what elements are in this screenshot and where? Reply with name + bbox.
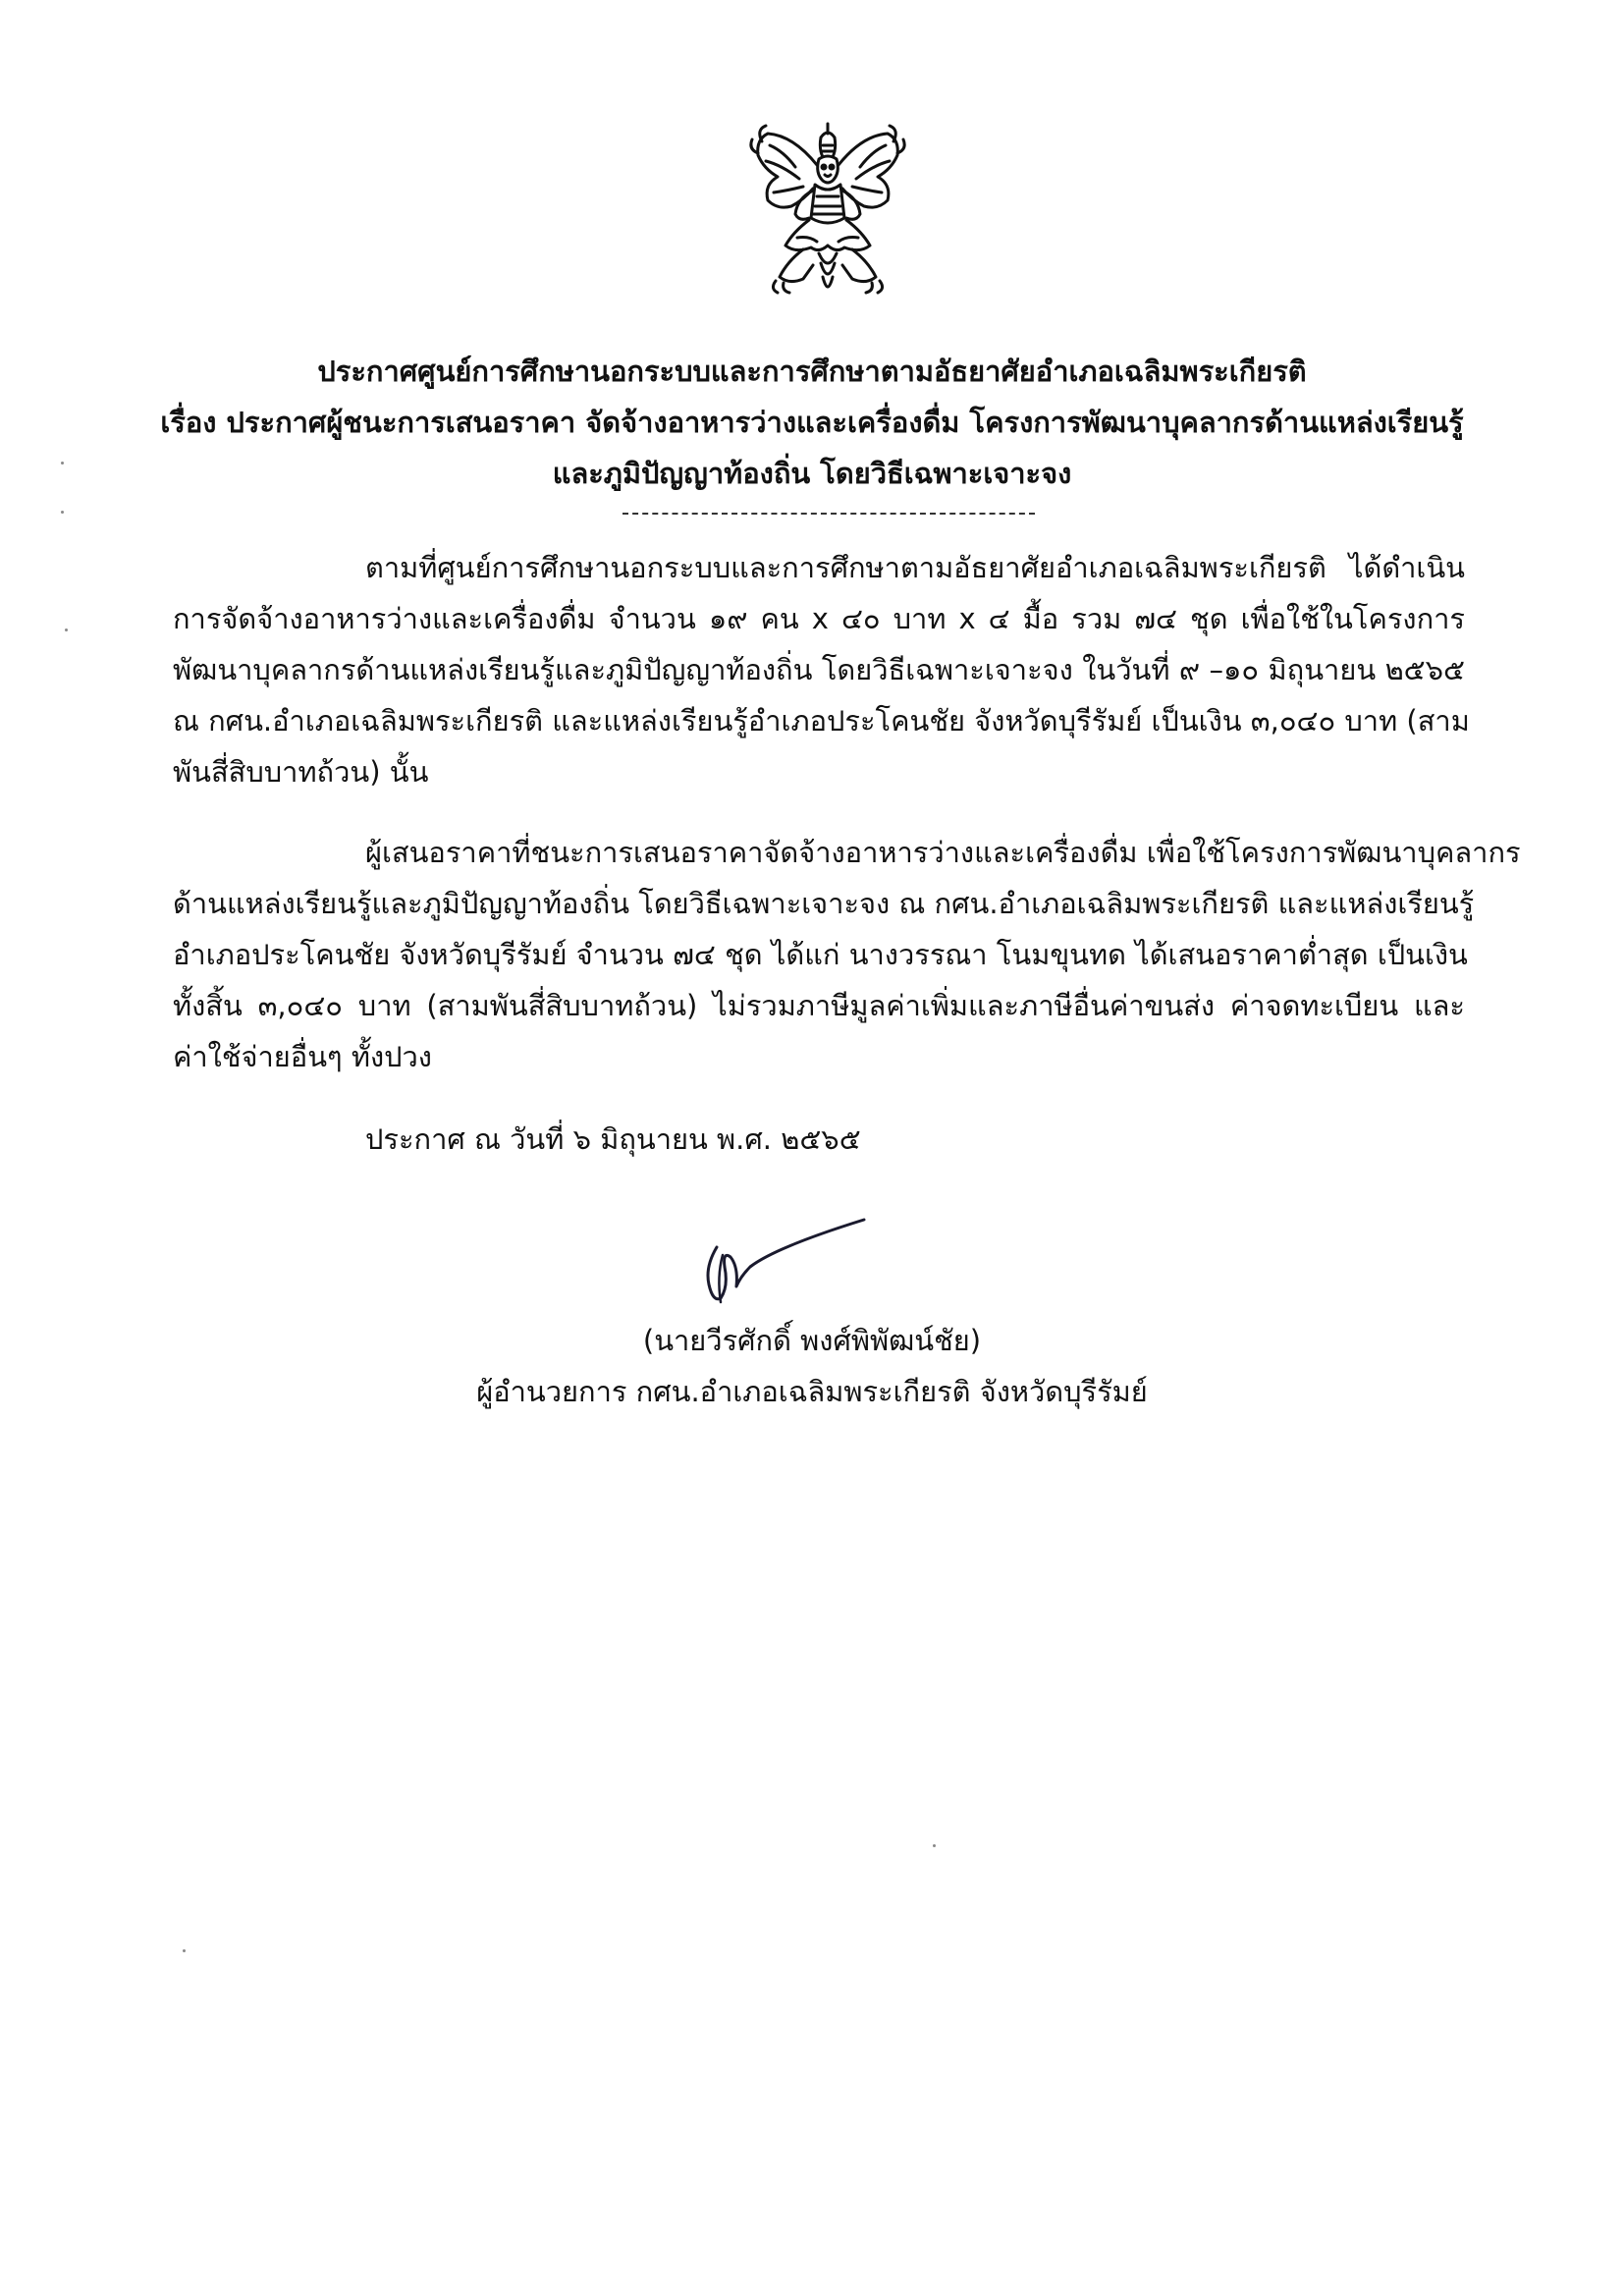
header-divider (623, 513, 1035, 515)
announcement-subject: เรื่อง ประกาศผู้ชนะการเสนอราคา จัดจ้างอาหารว่างและเครื่องดื่ม โครงการพัฒนาบุคลากรด้านแหล่งเรียนรู้ (160, 406, 1464, 439)
paragraph-2-line: ทั้งสิ้น ๓,๐๔๐ บาท (สามพันสี่สิบบาทถ้วน) ไม่รวมภาษีมูลค่าเพิ่มและภาษีอื่นค่าขนส่ง ค่าจดทะเบียน และ (173, 989, 1465, 1022)
garuda-emblem-icon (734, 116, 921, 302)
paragraph-1-line: พัฒนาบุคลากรด้านแหล่งเรียนรู้และภูมิปัญญาท้องถิ่น โดยวิธีเฉพาะเจาะจง ในวันที่ ๙ –๑๐ มิถุนายน ๒๕๖๕ (173, 653, 1465, 686)
scan-speck (61, 511, 64, 514)
scan-speck (183, 1949, 186, 1952)
announcement-date: ประกาศ ณ วันที่ ๖ มิถุนายน พ.ศ. ๒๕๖๕ (365, 1122, 861, 1156)
announcement-subject-continued: และภูมิปัญญาท้องถิ่น โดยวิธีเฉพาะเจาะจง (552, 457, 1072, 490)
handwritten-signature (687, 1208, 884, 1316)
paragraph-2-line: ผู้เสนอราคาที่ชนะการเสนอราคาจัดจ้างอาหารว่างและเครื่องดื่ม เพื่อใช้โครงการพัฒนาบุคลากร (365, 836, 1521, 869)
paragraph-1-line: พันสี่สิบบาทถ้วน) นั้น (173, 755, 429, 789)
paragraph-1-line: ณ กศน.อำเภอเฉลิมพระเกียรติ และแหล่งเรียนรู้อำเภอประโคนชัย จังหวัดบุรีรัมย์ เป็นเงิน ๓,๐๔๐ บาท (สาม (173, 704, 1470, 738)
paragraph-1-line: ตามที่ศูนย์การศึกษานอกระบบและการศึกษาตามอัธยาศัยอำเภอเฉลิมพระเกียรติ ได้ดำเนิน (365, 551, 1465, 584)
paragraph-1-line: การจัดจ้างอาหารว่างและเครื่องดื่ม จำนวน ๑๙ คน x ๔๐ บาท x ๔ มื้อ รวม ๗๔ ชุด เพื่อใช้ในโครงการ (173, 602, 1465, 635)
scan-speck (933, 1844, 936, 1847)
signatory-name: (นายวีรศักดิ์ พงศ์พิพัฒน์ชัย) (642, 1324, 982, 1357)
paragraph-2-line: อำเภอประโคนชัย จังหวัดบุรีรัมย์ จำนวน ๗๔ ชุด ได้แก่ นางวรรณา โนมขุนทด ได้เสนอราคาต่ำสุด เป็นเงิน (173, 938, 1468, 971)
paragraph-2-line: ด้านแหล่งเรียนรู้และภูมิปัญญาท้องถิ่น โดยวิธีเฉพาะเจาะจง ณ กศน.อำเภอเฉลิมพระเกียรติ และแหล่งเรียนรู้ (173, 887, 1475, 920)
announcement-heading: ประกาศศูนย์การศึกษานอกระบบและการศึกษาตามอัธยาศัยอำเภอเฉลิมพระเกียรติ (317, 355, 1307, 388)
paragraph-2-line: ค่าใช้จ่ายอื่นๆ ทั้งปวง (173, 1040, 432, 1073)
signatory-position: ผู้อำนวยการ กศน.อำเภอเฉลิมพระเกียรติ จังหวัดบุรีรัมย์ (476, 1375, 1148, 1408)
scan-speck (65, 629, 68, 631)
scan-speck (61, 462, 64, 465)
